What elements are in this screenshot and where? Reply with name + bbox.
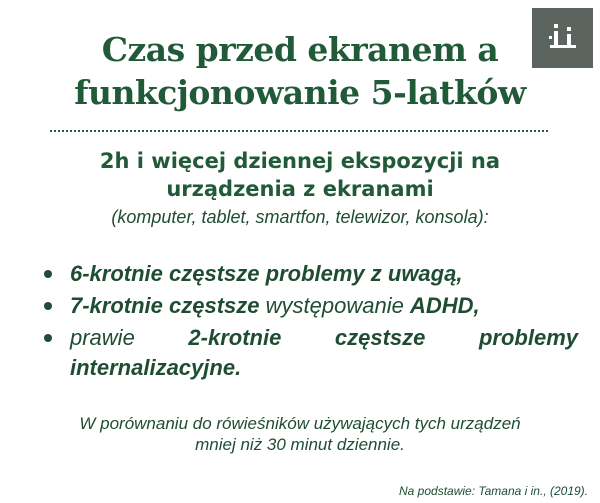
note-line-2: mniej niż 30 minut dziennie. <box>195 435 405 454</box>
bullet-icon <box>44 270 52 278</box>
dotted-divider <box>50 130 548 132</box>
page-title <box>0 28 600 114</box>
source-citation: Na podstawie: Tamana i in., (2019). <box>399 484 588 498</box>
finding-internalizing: 2-krotnie częstsze problemy internalizacyjne. <box>70 325 578 380</box>
list-item <box>30 259 578 289</box>
subtitle <box>0 147 600 203</box>
findings-list <box>30 259 578 385</box>
note-line-1: W porównaniu do rówieśników używających tych urządzeń <box>79 414 521 433</box>
title-line-2: funkcjonowanie 5-latków <box>74 73 526 112</box>
finding-attention: 6-krotnie częstsze problemy z uwagą, <box>70 261 463 286</box>
list-item <box>30 291 578 321</box>
finding-internalizing-prefix: prawie <box>70 325 189 350</box>
list-item <box>30 323 578 383</box>
comparison-note <box>40 413 560 455</box>
subtitle-line-1: 2h i więcej dziennej ekspozycji na <box>99 149 501 173</box>
finding-adhd-verb: występowanie <box>259 293 410 318</box>
subtitle-line-2: urządzenia z ekranami <box>166 177 434 201</box>
title-line-1: Czas przed ekranem a <box>101 30 499 69</box>
bullet-icon <box>44 334 52 342</box>
finding-adhd-rate: 7-krotnie częstsze <box>70 293 260 318</box>
bullet-icon <box>44 302 52 310</box>
devices-list: (komputer, tablet, smartfon, telewizor, konsola): <box>111 207 489 227</box>
finding-adhd-label: ADHD, <box>409 293 480 318</box>
